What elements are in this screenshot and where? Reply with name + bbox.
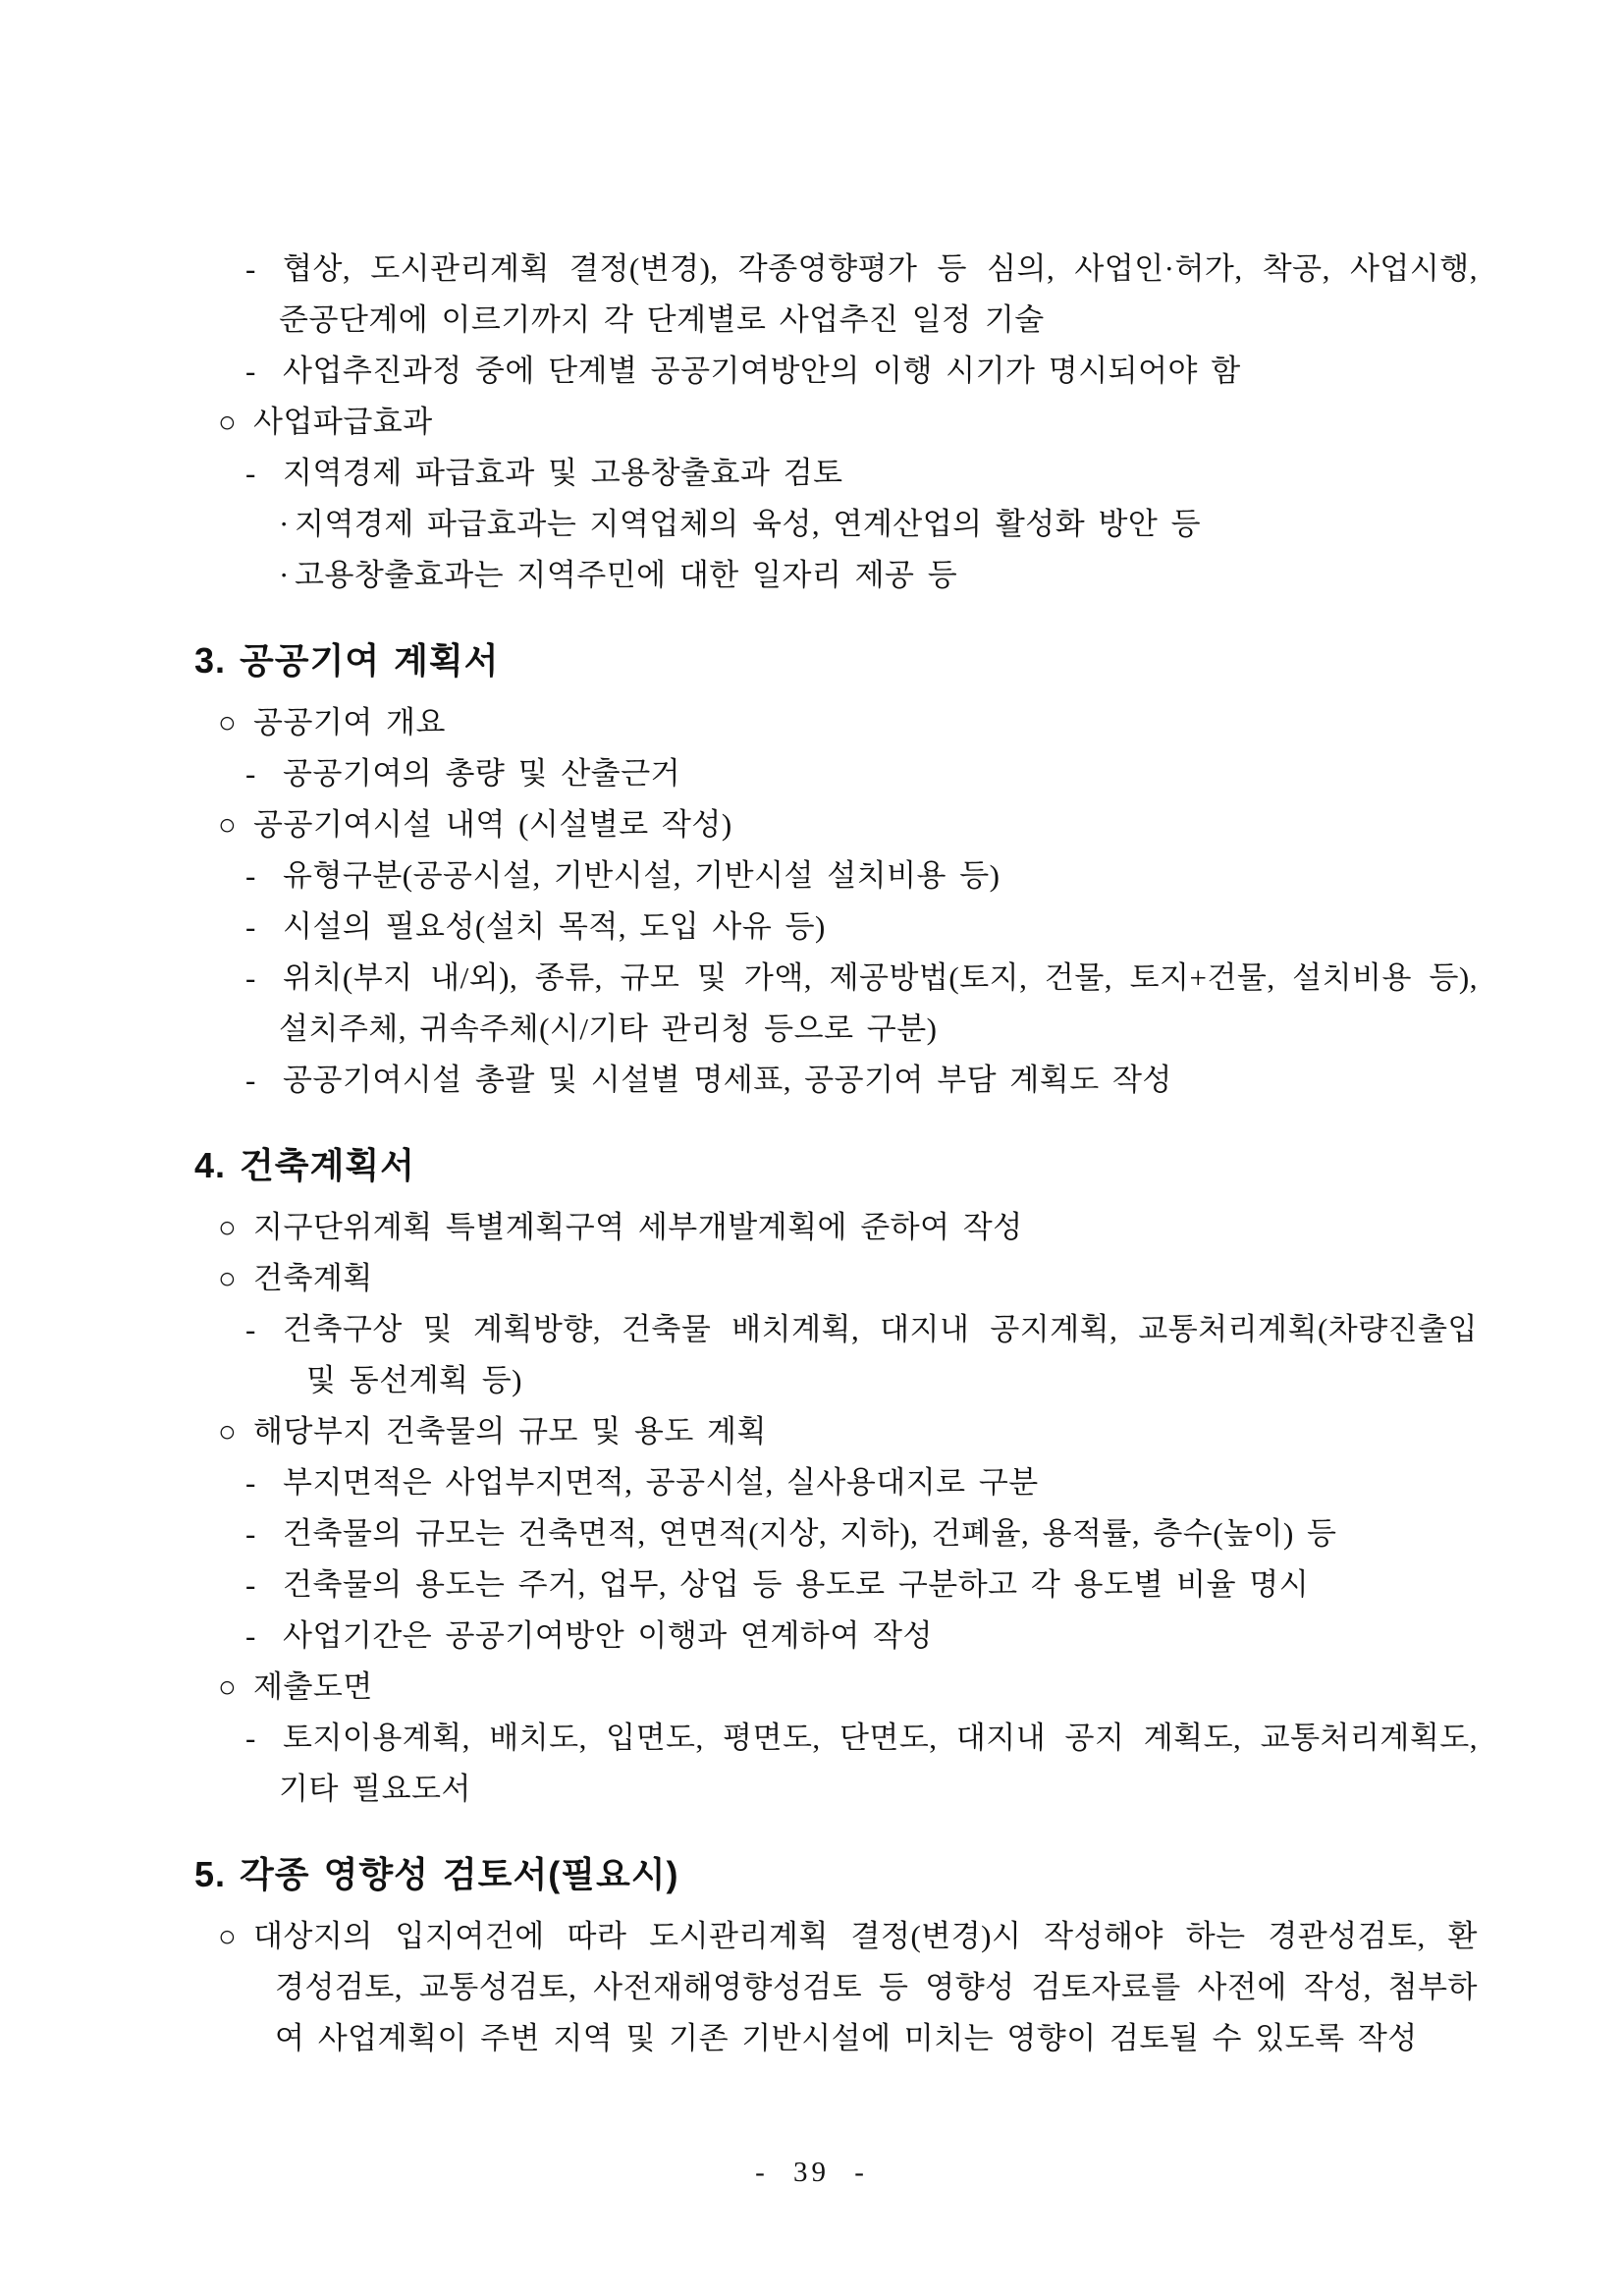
dash-marker: -: [245, 960, 256, 995]
dot-marker: ·: [279, 558, 290, 592]
list-item-circle: [0, 1406, 1623, 1457]
circle-marker: ○: [218, 807, 238, 842]
line-text: 유형구분(공공시설, 기반시설, 기반시설 설치비용 등): [283, 858, 1001, 893]
dash-marker: -: [245, 354, 256, 388]
continuation-line: [0, 1764, 1623, 1815]
line-text: 지역경제 파급효과는 지역업체의 육성, 연계산업의 활성화 방안 등: [295, 507, 1202, 541]
section-heading: [0, 630, 1623, 691]
list-item-circle: [0, 697, 1623, 748]
line-text: 및 동선계획 등): [306, 1363, 522, 1397]
list-item-circle: [0, 1911, 1623, 1962]
line-text: 준공단계에 이르기까지 각 단계별로 사업추진 일정 기술: [279, 302, 1045, 337]
continuation-line: [0, 2013, 1623, 2064]
line-text: 공공기여시설 내역 (시설별로 작성): [253, 807, 732, 842]
line-text: 부지면적은 사업부지면적, 공공시설, 실사용대지로 구분: [283, 1465, 1039, 1500]
line-text: 위치(부지 내/외), 종류, 규모 및 가액, 제공방법(토지, 건물, 토지+건물, 설치비용 등),: [283, 960, 1478, 995]
line-text: 토지이용계획, 배치도, 입면도, 평면도, 단면도, 대지내 공지 계획도, 교통처리계획도,: [283, 1721, 1478, 1755]
line-text: 사업추진과정 중에 단계별 공공기여방안의 이행 시기가 명시되어야 함: [283, 354, 1241, 388]
list-item-circle: [0, 799, 1623, 850]
document-body: [0, 244, 1623, 2064]
list-item-dash: [0, 244, 1623, 295]
circle-marker: ○: [218, 1414, 238, 1449]
list-item-dot: [0, 499, 1623, 550]
dash-marker: -: [245, 1567, 256, 1602]
list-item-dash: [0, 1611, 1623, 1662]
list-item-dash: [0, 1559, 1623, 1611]
circle-marker: ○: [218, 1210, 238, 1244]
line-text: 사업기간은 공공기여방안 이행과 연계하여 작성: [283, 1618, 933, 1653]
line-text: 건축구상 및 계획방향, 건축물 배치계획, 대지내 공지계획, 교통처리계획(차량진출입: [283, 1312, 1478, 1346]
line-text: 4. 건축계획서: [194, 1145, 415, 1185]
dash-marker: -: [245, 1516, 256, 1551]
line-text: 공공기여 개요: [253, 705, 446, 739]
dash-marker: -: [245, 756, 256, 791]
list-item-dash: [0, 448, 1623, 499]
continuation-line: [0, 295, 1623, 346]
list-item-dash: [0, 1457, 1623, 1508]
list-item-circle: [0, 1662, 1623, 1713]
line-text: 여 사업계획이 주변 지역 및 기존 기반시설에 미치는 영향이 검토될 수 있도록 작성: [275, 2021, 1418, 2055]
continuation-line: [0, 1355, 1623, 1406]
dash-marker: -: [245, 456, 256, 490]
list-item-dash: [0, 1304, 1623, 1355]
line-text: 시설의 필요성(설치 목적, 도입 사유 등): [283, 909, 826, 944]
line-text: 3. 공공기여 계획서: [194, 640, 500, 681]
dash-marker: -: [245, 1465, 256, 1500]
line-text: 고용창출효과는 지역주민에 대한 일자리 제공 등: [295, 558, 958, 592]
dash-marker: -: [245, 251, 256, 286]
section-heading: [0, 1844, 1623, 1905]
list-item-dash: [0, 1508, 1623, 1559]
list-item-dash: [0, 902, 1623, 953]
continuation-line: [0, 1962, 1623, 2013]
line-text: 지구단위계획 특별계획구역 세부개발계획에 준하여 작성: [253, 1210, 1023, 1244]
line-text: 제출도면: [253, 1669, 373, 1704]
line-text: 공공기여의 총량 및 산출근거: [283, 756, 681, 791]
list-item-circle: [0, 1202, 1623, 1253]
dash-marker: -: [245, 909, 256, 944]
page-number: - 39 -: [755, 2157, 868, 2188]
dash-marker: -: [245, 1063, 256, 1097]
circle-marker: ○: [218, 1669, 238, 1704]
circle-marker: ○: [218, 705, 238, 739]
line-text: 대상지의 입지여건에 따라 도시관리계획 결정(변경)시 작성해야 하는 경관성검토, 환: [253, 1919, 1478, 1953]
list-item-dash: [0, 1055, 1623, 1106]
list-item-dash: [0, 850, 1623, 902]
line-text: 건축계획: [253, 1261, 373, 1295]
circle-marker: ○: [218, 405, 238, 439]
line-text: 협상, 도시관리계획 결정(변경), 각종영향평가 등 심의, 사업인·허가, 착공, 사업시행,: [283, 251, 1478, 286]
line-text: 5. 각종 영향성 검토서(필요시): [194, 1854, 679, 1894]
dash-marker: -: [245, 1312, 256, 1346]
list-item-dash: [0, 1713, 1623, 1764]
circle-marker: ○: [218, 1919, 238, 1953]
list-item-circle: [0, 397, 1623, 448]
line-text: 지역경제 파급효과 및 고용창출효과 검토: [283, 456, 843, 490]
dash-marker: -: [245, 1721, 256, 1755]
line-text: 건축물의 용도는 주거, 업무, 상업 등 용도로 구분하고 각 용도별 비율 명시: [283, 1567, 1310, 1602]
line-text: 해당부지 건축물의 규모 및 용도 계획: [253, 1414, 767, 1449]
list-item-dot: [0, 550, 1623, 601]
line-text: 사업파급효과: [253, 405, 433, 439]
line-text: 경성검토, 교통성검토, 사전재해영향성검토 등 영향성 검토자료를 사전에 작성, 첨부하: [275, 1970, 1478, 2004]
line-text: 건축물의 규모는 건축면적, 연면적(지상, 지하), 건폐율, 용적률, 층수(높이) 등: [283, 1516, 1337, 1551]
list-item-dash: [0, 953, 1623, 1004]
list-item-circle: [0, 1253, 1623, 1304]
line-text: 설치주체, 귀속주체(시/기타 관리청 등으로 구분): [279, 1011, 938, 1046]
dot-marker: ·: [279, 507, 290, 541]
list-item-dash: [0, 748, 1623, 799]
line-text: 기타 필요도서: [279, 1772, 471, 1806]
list-item-dash: [0, 346, 1623, 397]
continuation-line: [0, 1004, 1623, 1055]
circle-marker: ○: [218, 1261, 238, 1295]
dash-marker: -: [245, 858, 256, 893]
dash-marker: -: [245, 1618, 256, 1653]
line-text: 공공기여시설 총괄 및 시설별 명세표, 공공기여 부담 계획도 작성: [283, 1063, 1172, 1097]
section-heading: [0, 1135, 1623, 1196]
